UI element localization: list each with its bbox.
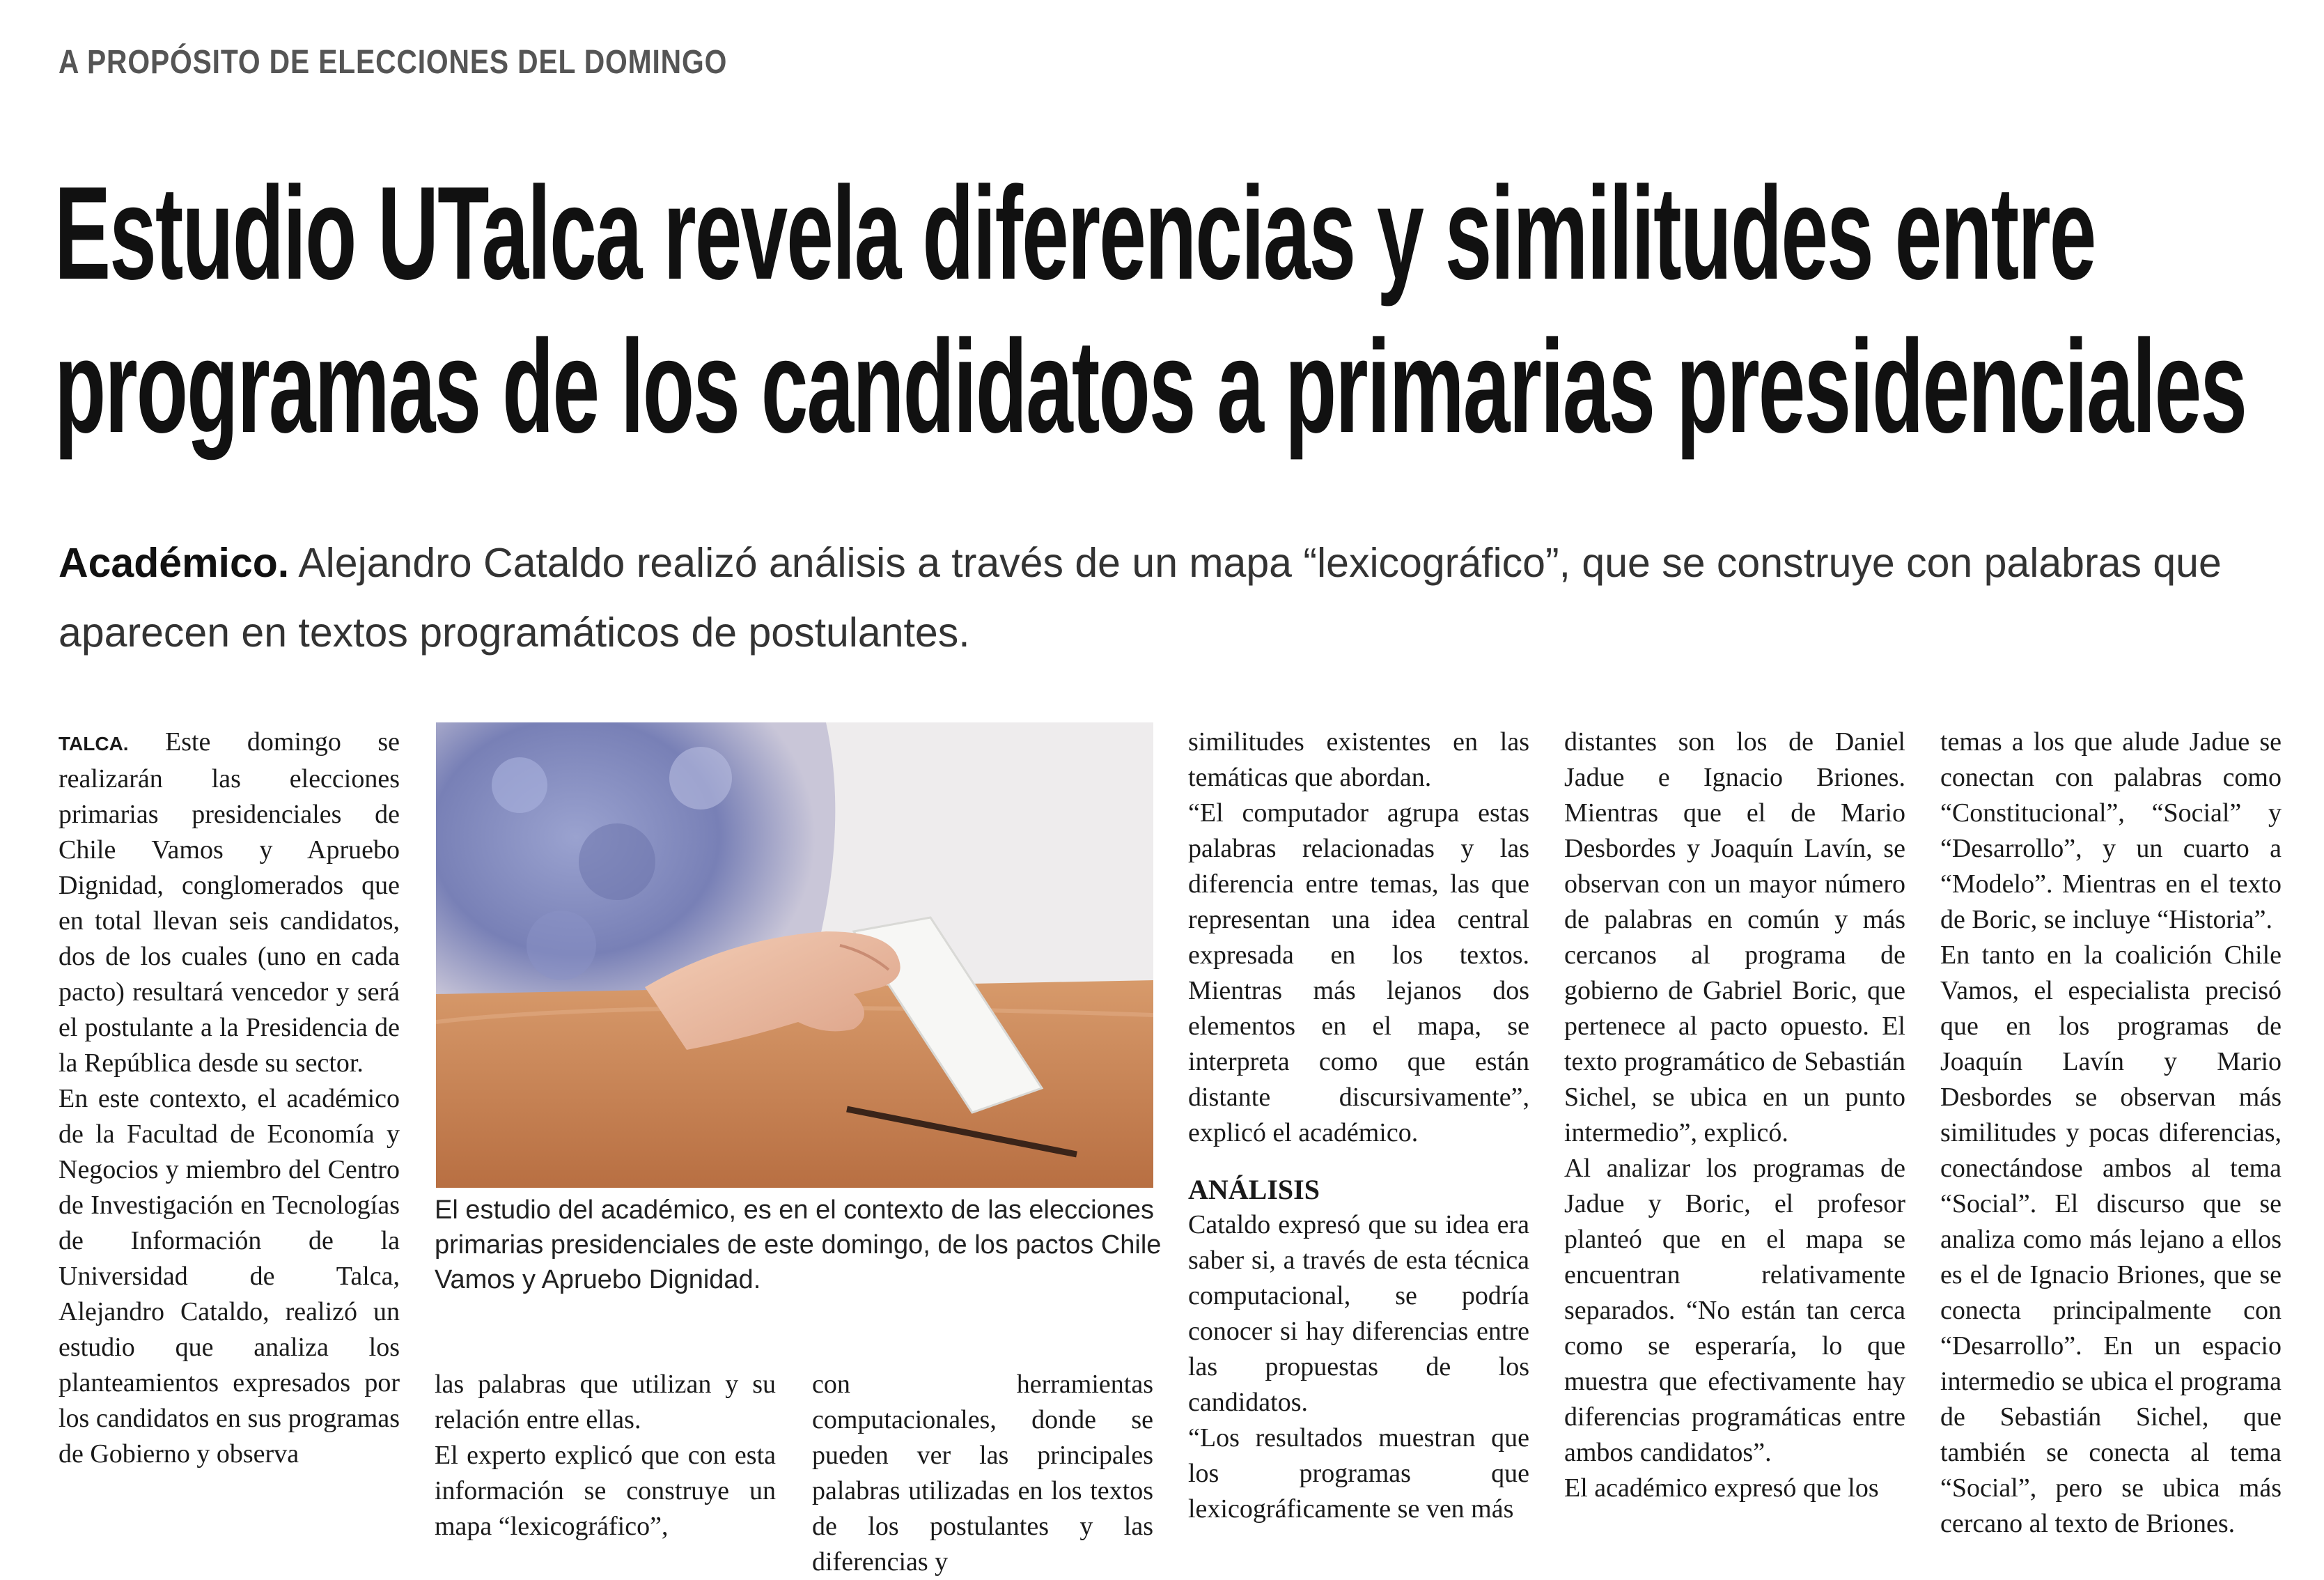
- headline-line-2: programas de los candidatos a primarias presidenciales: [54, 313, 2247, 460]
- headline: [54, 157, 2246, 463]
- article-column-1: [59, 725, 400, 1472]
- deck-lead: Académico.: [59, 540, 290, 586]
- section-subhead: ANÁLISIS: [1188, 1174, 1320, 1205]
- paragraph: distantes son los de Daniel Jadue e Ignacio Briones. Mientras que el de Mario Desbordes y Joaquín Lavín, se observan con un mayor número de palabras en común y más cercanos al programa de gobierno de Gabriel Boric, que pertenece al pacto opuesto. El texto programático de Sebastián Sichel, se ubica en un punto intermedio”, explicó.: [1564, 727, 1905, 1147]
- article-column-5: [1564, 725, 1905, 1506]
- paragraph: El experto explicó que con esta información se construye un mapa “lexicográfico”,: [435, 1441, 776, 1541]
- deck: [59, 528, 2252, 667]
- photo-caption: El estudio del académico, es en el contexto de las elecciones primarias presidenciales de este domingo, de los pactos Chile Vamos y Apruebo Dignidad.: [435, 1195, 1162, 1294]
- paragraph: “Los resultados muestran que los programas que lexicográficamente se ven más: [1188, 1423, 1529, 1524]
- headline-line-1: Estudio UTalca revela diferencias y similitudes entre: [54, 160, 2096, 307]
- photo-ballot-box: [436, 722, 1153, 1188]
- article-column-2: [435, 1367, 776, 1544]
- deck-text: Alejandro Cataldo realizó análisis a través de un mapa “lexicográfico”, que se construye con palabras que aparecen en textos programáticos de postulantes.: [59, 540, 2222, 656]
- paragraph: [59, 725, 400, 1081]
- paragraph: Cataldo expresó que su idea era saber si, a través de esta técnica computacional, se podría conocer si hay diferencias entre las propuestas de los candidatos.: [1188, 1210, 1529, 1417]
- paragraph: En tanto en la coalición Chile Vamos, el especialista precisó que en los programas de Joaquín Lavín y Mario Desbordes se observan más similitudes y pocas diferencias, conectándose ambos al tema “Social”. El discurso que se analiza como más lejano a ellos es el de Ignacio Briones, que se conecta principalmente con “Desarrollo”. En un espacio intermedio se ubica el programa de Sebastián Sichel, que también se conecta al tema “Social”, pero se ubica más cercano al texto de Briones.: [1940, 940, 2282, 1538]
- paragraph: En este contexto, el académico de la Facultad de Economía y Negocios y miembro del Centro de Investigación en Tecnologías de Información de la Universidad de Talca, Alejandro Cataldo, realizó un estudio que analiza los planteamientos expresados por los candidatos en sus programas de Gobierno y observa: [59, 1084, 400, 1469]
- article-column-3: [812, 1367, 1153, 1580]
- ballot-illustration: [436, 722, 1153, 1188]
- paragraph: similitudes existentes en las temáticas que abordan.: [1188, 727, 1529, 792]
- article-column-6: [1940, 725, 2282, 1542]
- paragraph: las palabras que utilizan y su relación entre ellas.: [435, 1370, 776, 1434]
- article-column-4: [1188, 725, 1529, 1527]
- dateline: TALCA.: [59, 733, 129, 754]
- paragraph-text: Este domingo se realizarán las elecciones primarias presidenciales de Chile Vamos y Apruebo Dignidad, conglomerados que en total llevan seis candidatos, dos de los cuales (uno en cada pacto) resultará vencedor y será el postulante a la Presidencia de la República desde su sector.: [59, 727, 400, 1078]
- paragraph: con herramientas computacionales, donde se pueden ver las principales palabras utilizadas en los textos de los postulantes y las diferencias y: [812, 1370, 1153, 1577]
- paragraph: El académico expresó que los: [1564, 1473, 1879, 1503]
- paragraph: “El computador agrupa estas palabras relacionadas y las diferencia entre temas, las que representan una idea central expresada en los textos. Mientras más lejanos dos elementos en el mapa, se interpreta como que están distante discursivamente”, explicó el académico.: [1188, 798, 1529, 1147]
- paragraph: Al analizar los programas de Jadue y Boric, el profesor planteó que en el mapa se encuentran relativamente separados. “No están tan cerca como se esperaría, lo que muestra que efectivamente hay diferencias programáticas entre ambos candidatos”.: [1564, 1154, 1905, 1467]
- paragraph: temas a los que alude Jadue se conectan con palabras como “Constitucional”, “Social” y “Desarrollo”, y un cuarto a “Modelo”. Mientras en el texto de Boric, se incluye “Historia”.: [1940, 727, 2282, 934]
- kicker: A PROPÓSITO DE ELECCIONES DEL DOMINGO: [59, 44, 728, 81]
